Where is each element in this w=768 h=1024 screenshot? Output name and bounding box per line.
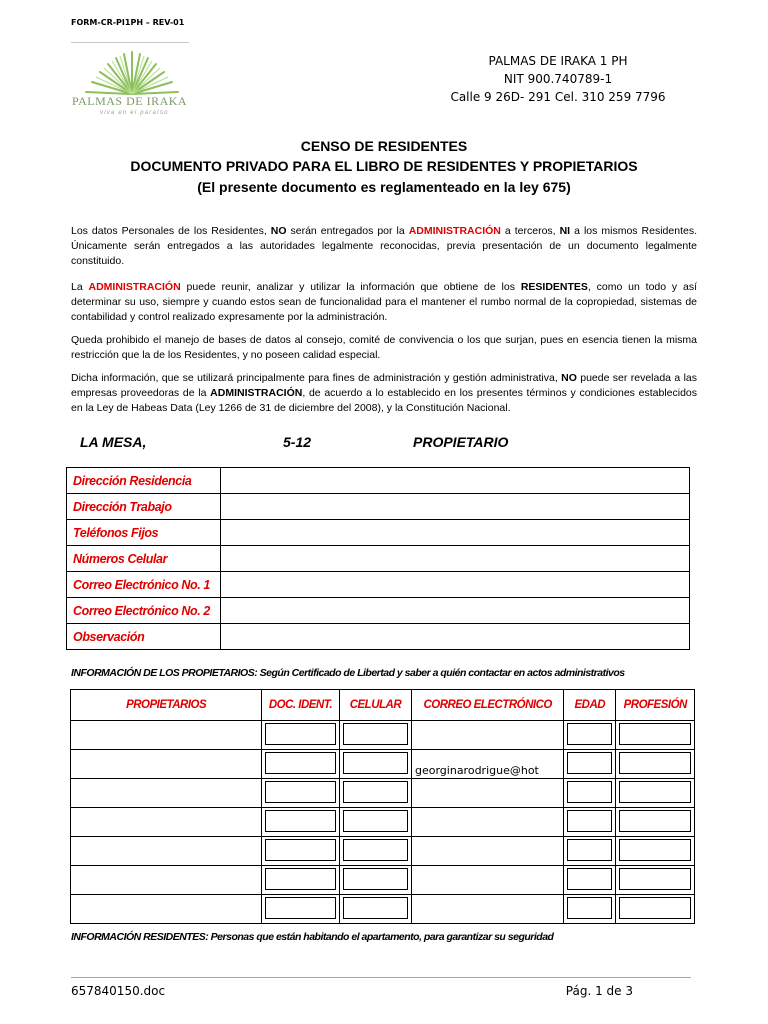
col-header-age: EDAD bbox=[564, 690, 616, 721]
owner-cell[interactable] bbox=[564, 866, 616, 895]
footer-divider bbox=[71, 977, 691, 978]
owner-cell[interactable] bbox=[262, 808, 339, 837]
owner-cell[interactable] bbox=[262, 779, 339, 808]
row-label: Números Celular bbox=[67, 546, 221, 572]
input-box[interactable] bbox=[343, 868, 408, 890]
input-box[interactable] bbox=[265, 868, 335, 890]
logo bbox=[70, 50, 194, 122]
table-row bbox=[71, 750, 695, 779]
owner-cell[interactable] bbox=[71, 895, 262, 924]
owner-cell[interactable] bbox=[262, 895, 339, 924]
col-header-profession: PROFESIÓN bbox=[616, 690, 695, 721]
owner-email-cell[interactable] bbox=[412, 808, 564, 837]
col-header-owners: PROPIETARIOS bbox=[71, 690, 262, 721]
title-census: CENSO DE RESIDENTES bbox=[300, 138, 468, 154]
owner-email-cell[interactable] bbox=[412, 779, 564, 808]
owners-table bbox=[70, 689, 695, 924]
owner-cell[interactable] bbox=[564, 779, 616, 808]
form-code: FORM-CR-PI1PH – REV-01 bbox=[71, 18, 185, 27]
input-box[interactable] bbox=[343, 752, 408, 774]
table-row bbox=[71, 721, 695, 750]
document-title bbox=[0, 136, 768, 198]
table-row bbox=[67, 494, 690, 520]
table-row bbox=[71, 779, 695, 808]
table-row bbox=[71, 895, 695, 924]
row-value-field[interactable] bbox=[221, 572, 690, 598]
input-box[interactable] bbox=[567, 810, 612, 832]
owner-email-cell[interactable] bbox=[412, 837, 564, 866]
input-box[interactable] bbox=[265, 752, 335, 774]
table-row bbox=[67, 624, 690, 650]
owners-section-title: INFORMACIÓN DE LOS PROPIETARIOS: Según Certificado de Libertad y saber a quién contactar en actos administrativos bbox=[71, 667, 625, 679]
owner-cell[interactable] bbox=[339, 779, 411, 808]
owner-email-cell[interactable] bbox=[412, 866, 564, 895]
owner-cell[interactable] bbox=[262, 837, 339, 866]
col-header-doc-id: DOC. IDENT. bbox=[262, 690, 339, 721]
input-box[interactable] bbox=[567, 897, 612, 919]
row-value-field[interactable] bbox=[221, 520, 690, 546]
input-box[interactable] bbox=[343, 723, 408, 745]
owner-cell[interactable] bbox=[616, 808, 695, 837]
input-box[interactable] bbox=[265, 810, 335, 832]
table-row bbox=[67, 572, 690, 598]
input-box[interactable] bbox=[567, 839, 612, 861]
owner-cell[interactable] bbox=[71, 750, 262, 779]
logo-text: PALMAS DE IRAKA bbox=[72, 94, 188, 108]
input-box[interactable] bbox=[567, 723, 612, 745]
org-address: Calle 9 26D- 291 Cel. 310 259 7796 bbox=[450, 90, 666, 104]
row-label: Correo Electrónico No. 1 bbox=[67, 572, 221, 598]
row-label: Dirección Trabajo bbox=[67, 494, 221, 520]
input-box[interactable] bbox=[619, 897, 691, 919]
input-box[interactable] bbox=[567, 781, 612, 803]
table-row bbox=[67, 520, 690, 546]
owner-cell[interactable] bbox=[71, 779, 262, 808]
owner-cell[interactable] bbox=[564, 750, 616, 779]
paragraph-administration-use: La ADMINISTRACIÓN puede reunir, analizar y utilizar la información que obtiene de los RESIDENTES, como un todo y así determinar su uso, siempre y cuando estos sean de funcionalidad para el mantener el rumbo normal de la copropiedad, sistemas de contabilidad y control realizado expresamente por la administración. bbox=[71, 281, 697, 323]
input-box[interactable] bbox=[619, 723, 691, 745]
table-row bbox=[67, 468, 690, 494]
input-box[interactable] bbox=[619, 810, 691, 832]
input-box[interactable] bbox=[343, 781, 408, 803]
org-name: PALMAS DE IRAKA 1 PH bbox=[488, 54, 628, 68]
owner-cell[interactable] bbox=[71, 866, 262, 895]
palm-logo-icon bbox=[70, 50, 194, 96]
input-box[interactable] bbox=[619, 781, 691, 803]
input-box[interactable] bbox=[265, 897, 335, 919]
owner-cell[interactable] bbox=[339, 808, 411, 837]
logo-tagline: viva en el paraíso bbox=[100, 110, 169, 116]
input-box[interactable] bbox=[619, 868, 691, 890]
paragraph-habeas-data: Dicha información, que se utilizará principalmente para fines de administración y gestión administrativa, NO puede ser revelada a las empresas proveedoras de la ADMINISTRACIÓN, de acuerdo a lo establecido en los presentes términos y condiciones establecidos en la Ley de Habeas Data (Ley 1266 de 31 de diciembre del 2008), y la Constitución Nacional. bbox=[71, 372, 698, 414]
row-value-field[interactable] bbox=[221, 598, 690, 624]
col-header-cellphone: CELULAR bbox=[339, 690, 411, 721]
owner-cell[interactable] bbox=[339, 895, 411, 924]
owner-cell[interactable] bbox=[262, 866, 339, 895]
owner-cell[interactable] bbox=[616, 721, 695, 750]
owner-cell[interactable] bbox=[339, 750, 411, 779]
row-label: Teléfonos Fijos bbox=[67, 520, 221, 546]
owner-cell[interactable] bbox=[339, 721, 411, 750]
footer-page-number: Pág. 1 de 3 bbox=[565, 984, 633, 998]
row-label: Correo Electrónico No. 2 bbox=[67, 598, 221, 624]
owner-cell[interactable] bbox=[339, 866, 411, 895]
owner-cell[interactable] bbox=[616, 895, 695, 924]
owner-cell[interactable] bbox=[262, 750, 339, 779]
input-box[interactable] bbox=[619, 839, 691, 861]
row-label: Observación bbox=[67, 624, 221, 650]
owner-cell[interactable] bbox=[616, 750, 695, 779]
input-box[interactable] bbox=[265, 781, 335, 803]
input-box[interactable] bbox=[567, 868, 612, 890]
table-row bbox=[67, 598, 690, 624]
owner-email-cell[interactable] bbox=[412, 895, 564, 924]
row-label: Dirección Residencia bbox=[67, 468, 221, 494]
input-box[interactable] bbox=[343, 839, 408, 861]
input-box[interactable] bbox=[343, 810, 408, 832]
paragraph-prohibition: Queda prohibido el manejo de bases de datos al consejo, comité de convivencia o los que surjan, pues en esencia tienen la misma restricción que la de los Residentes, y no poseen calidad especial. bbox=[71, 334, 697, 361]
table-row bbox=[71, 866, 695, 895]
row-value-field[interactable] bbox=[221, 624, 690, 650]
input-box[interactable] bbox=[265, 723, 335, 745]
owner-cell[interactable] bbox=[71, 808, 262, 837]
table-row bbox=[71, 808, 695, 837]
title-law-note: (El presente documento es reglamenteado en la ley 675) bbox=[197, 179, 571, 195]
row-value-field[interactable] bbox=[221, 546, 690, 572]
owner-cell[interactable] bbox=[564, 837, 616, 866]
organization-info bbox=[438, 52, 678, 106]
footer-filename: 657840150.doc bbox=[71, 984, 166, 998]
owner-cell[interactable] bbox=[71, 721, 262, 750]
title-private-document: DOCUMENTO PRIVADO PARA EL LIBRO DE RESIDENTES Y PROPIETARIOS bbox=[130, 158, 638, 174]
logo-divider bbox=[71, 42, 189, 43]
owner-cell[interactable] bbox=[262, 721, 339, 750]
paragraph-data-privacy: Los datos Personales de los Residentes, NO serán entregados por la ADMINISTRACIÓN a terceros, NI a los mismos Residentes. Únicamente serán entregados a las autoridades legalmente reconocidas, previa presentación de un documento legalmente constituido. bbox=[71, 225, 697, 267]
owner-cell[interactable] bbox=[564, 721, 616, 750]
table-row bbox=[71, 837, 695, 866]
owner-email-value: georginarodrigue@hot bbox=[415, 764, 539, 777]
org-nit: NIT 900.740789-1 bbox=[503, 72, 613, 86]
owner-cell[interactable] bbox=[564, 895, 616, 924]
unit-apartment: 5-12 bbox=[283, 434, 312, 450]
input-box[interactable] bbox=[343, 897, 408, 919]
owner-cell[interactable] bbox=[616, 837, 695, 866]
row-value-field[interactable] bbox=[221, 468, 690, 494]
input-box[interactable] bbox=[619, 752, 691, 774]
unit-tower: LA MESA, bbox=[80, 434, 147, 450]
owner-cell[interactable] bbox=[616, 779, 695, 808]
owners-header-row bbox=[71, 690, 695, 721]
owner-cell[interactable] bbox=[339, 837, 411, 866]
owner-email-cell[interactable] bbox=[412, 721, 564, 750]
residence-info-table bbox=[66, 467, 690, 650]
owner-cell[interactable] bbox=[564, 808, 616, 837]
col-header-email: CORREO ELECTRÓNICO bbox=[412, 690, 564, 721]
input-box[interactable] bbox=[265, 839, 335, 861]
owner-cell[interactable] bbox=[616, 866, 695, 895]
input-box[interactable] bbox=[567, 752, 612, 774]
row-value-field[interactable] bbox=[221, 494, 690, 520]
table-row bbox=[67, 546, 690, 572]
residents-section-title: INFORMACIÓN RESIDENTES: Personas que están habitando el apartamento, para garantizar su seguridad bbox=[71, 931, 554, 943]
unit-role: PROPIETARIO bbox=[413, 434, 509, 450]
owner-cell[interactable] bbox=[71, 837, 262, 866]
